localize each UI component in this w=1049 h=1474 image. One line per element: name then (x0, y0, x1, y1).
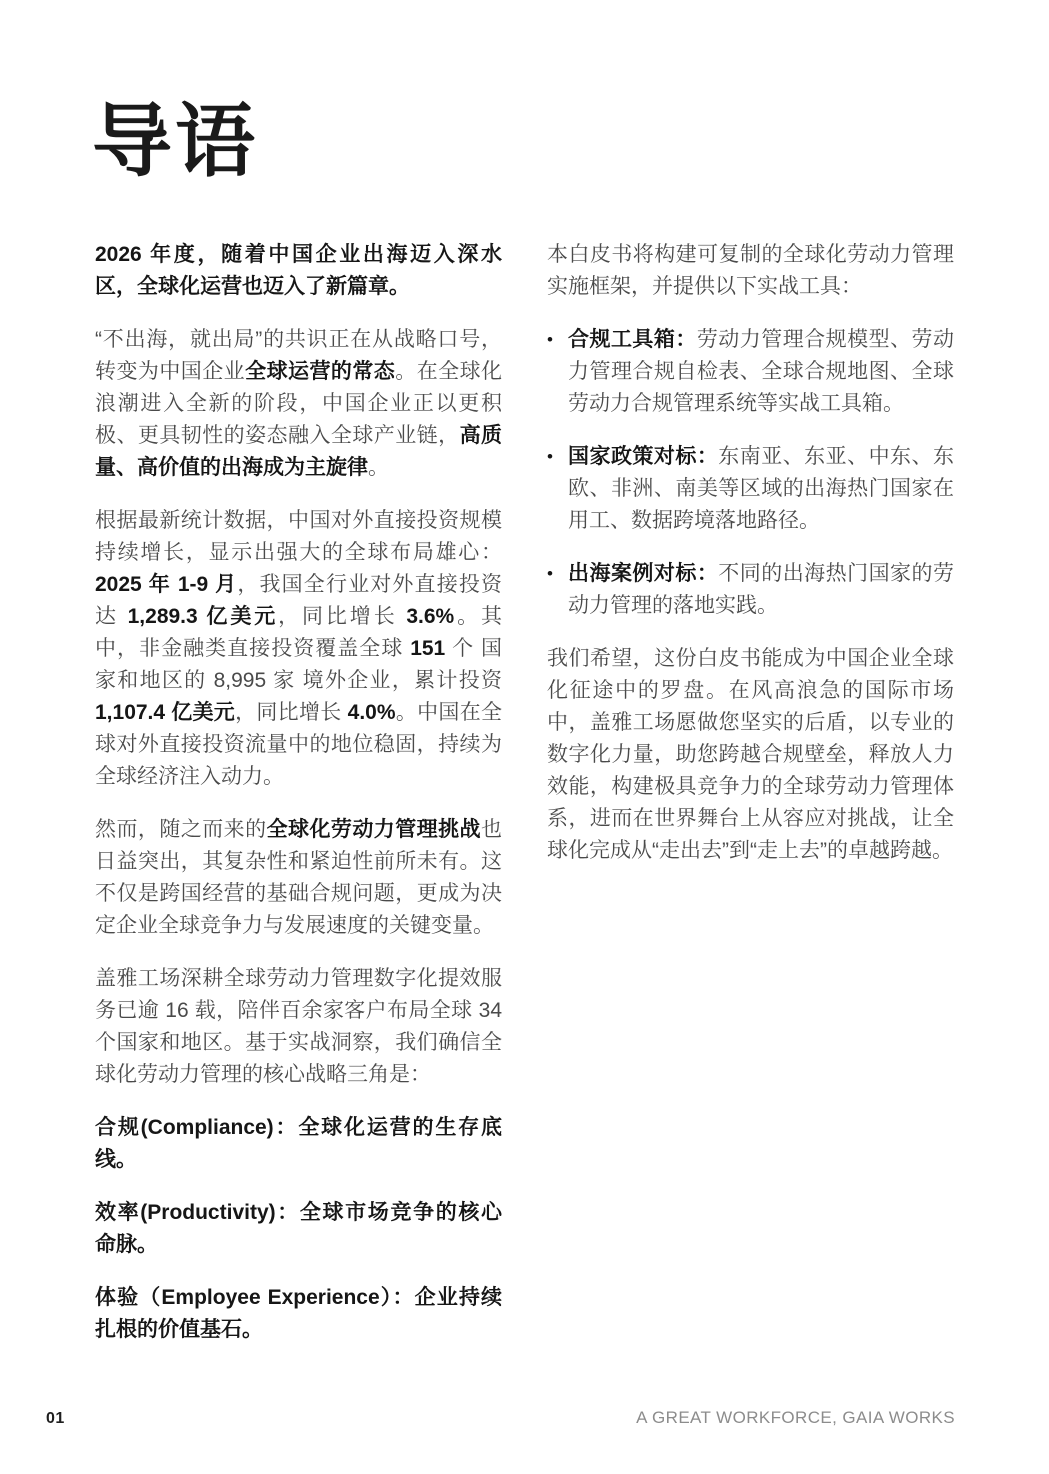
bold-text-segment: 国家政策对标： (568, 445, 719, 468)
bold-text-segment: 151 (410, 637, 446, 660)
paragraph (95, 1197, 502, 1261)
bold-text-segment: 合规工具箱： (568, 328, 697, 351)
text-segment: 劳动力管理合规模型、劳动力管理合规自检表、全球合规地图、全球劳动力合规管理系统等实战工具箱。 (568, 328, 955, 415)
text-segment: 。其中，非金融类直接投资覆盖全球 (95, 605, 502, 660)
bold-text-segment: 效率(Productivity)：全球市场竞争的核心命脉。 (95, 1201, 502, 1256)
bullet-text (568, 324, 954, 420)
right-column (547, 239, 954, 1367)
page-footer (46, 1408, 955, 1428)
bold-text-segment: 高质量、高价值的出海成为主旋律 (95, 424, 503, 479)
text-segment: ，同比增长 (278, 605, 407, 628)
text-segment: 个 国家和地区的 8,995 家 境外企业，累计投资 (95, 637, 502, 692)
text-segment: 东南亚、东亚、中东、东欧、非洲、南美等区域的出海热门国家在用工、数据跨境落地路径。 (568, 445, 955, 532)
text-segment: 盖雅工场深耕全球劳动力管理数字化提效服务已逾 16 载，陪伴百余家客户布局全球 34 个国家和地区。基于实战洞察，我们确信全球化劳动力管理的核心战略三角是： (95, 967, 502, 1086)
text-segment: 根据最新统计数据，中国对外直接投资规模持续增长，显示出强大的全球布局雄心： (95, 509, 502, 564)
bold-text-segment: 全球运营的常态 (245, 360, 396, 383)
text-segment: 。中国在全球对外直接投资流量中的地位稳固，持续为全球经济注入动力。 (95, 701, 503, 788)
bold-text-segment: 1,289.3 亿美元 (127, 605, 279, 628)
bullet-marker-icon: • (547, 447, 553, 466)
paragraph (547, 643, 954, 867)
bold-text-segment: 体验（Employee Experience）：企业持续扎根的价值基石。 (95, 1286, 502, 1341)
bold-text-segment: 2026 年度，随着中国企业出海迈入深水区，全球化运营也迈入了新篇章。 (95, 243, 502, 298)
text-segment: ，我国全行业对外直接投资达 (95, 573, 503, 628)
paragraph (95, 814, 502, 942)
bold-text-segment: 全球化劳动力管理挑战 (266, 818, 482, 841)
bold-text-segment: 2025 年 1-9 月 (95, 573, 238, 596)
left-column (95, 239, 502, 1367)
text-segment: “不出海，就出局”的共识正在从战略口号，转变为中国企业 (95, 328, 502, 383)
bullet-item (547, 324, 954, 420)
bold-text-segment: 合规(Compliance)：全球化运营的生存底线。 (95, 1116, 502, 1171)
paragraph (547, 239, 954, 303)
text-segment: 不同的出海热门国家的劳动力管理的落地实践。 (568, 562, 955, 617)
page-title: 导语 (92, 97, 258, 186)
bold-text-segment: 出海案例对标： (568, 562, 719, 585)
text-segment: ，同比增长 (235, 701, 348, 724)
bullet-marker-icon: • (547, 330, 553, 349)
footer-tagline: A GREAT WORKFORCE, GAIA WORKS (636, 1408, 955, 1427)
paragraph (95, 505, 502, 793)
paragraph (95, 239, 502, 303)
text-segment: 也日益突出，其复杂性和紧迫性前所未有。这不仅是跨国经营的基础合规问题，更成为决定企业全球竞争力与发展速度的关键变量。 (95, 818, 503, 937)
bullet-marker-icon: • (547, 564, 553, 583)
bullet-text (568, 558, 954, 622)
bold-text-segment: 4.0% (347, 701, 396, 724)
bullet-item (547, 441, 954, 537)
bold-text-segment: 3.6% (406, 605, 455, 628)
paragraph (95, 1282, 502, 1346)
text-segment: 。在全球化浪潮进入全新的阶段，中国企业正以更积极、更具韧性的姿态融入全球产业链， (95, 360, 503, 447)
text-segment: 。 (368, 456, 389, 479)
text-segment: 本白皮书将构建可复制的全球化劳动力管理实施框架，并提供以下实战工具： (547, 243, 954, 298)
text-segment: 我们希望，这份白皮书能成为中国企业全球化征途中的罗盘。在风高浪急的国际市场中，盖雅工场愿做您坚实的后盾，以专业的数字化力量，助您跨越合规壁垒，释放人力效能，构建极具竞争力的全球劳动力管理体系，进而在世界舞台上从容应对挑战，让全球化完成从“走出去”到“走上去”的卓越跨越。 (547, 647, 954, 862)
paragraph (95, 324, 502, 484)
bullet-text (568, 441, 954, 537)
page-number: 01 (46, 1410, 65, 1427)
bold-text-segment: 1,107.4 亿美元 (95, 701, 236, 724)
paragraph (95, 1112, 502, 1176)
bullet-item (547, 558, 954, 622)
text-segment: 然而，随之而来的 (95, 818, 267, 841)
paragraph (95, 963, 502, 1091)
content-columns (95, 239, 953, 1367)
